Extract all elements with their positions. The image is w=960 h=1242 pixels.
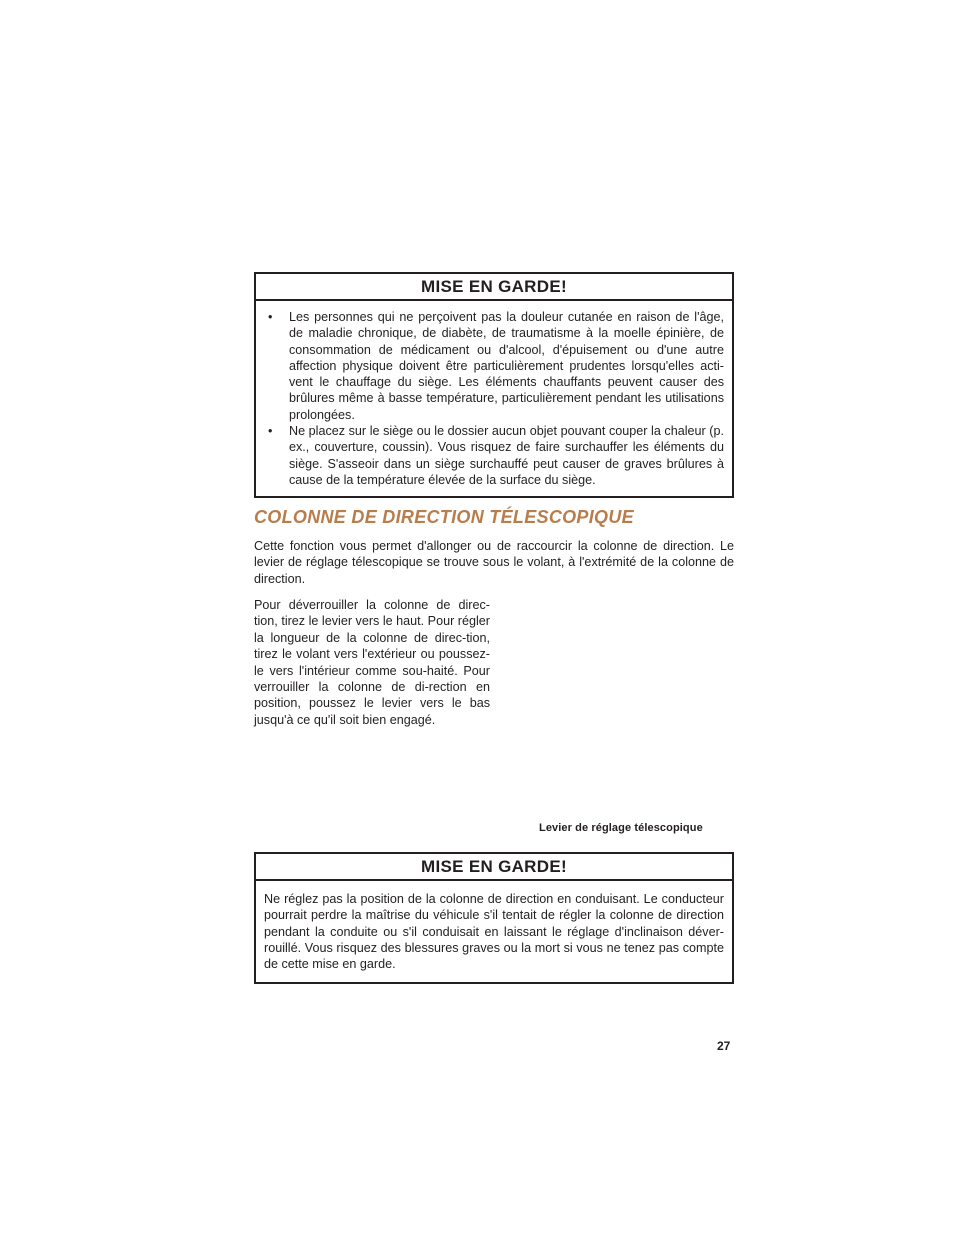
section-title: COLONNE DE DIRECTION TÉLESCOPIQUE (254, 507, 634, 527)
bullet-dot-icon: • (268, 424, 273, 439)
warning-box-steering-column (254, 852, 734, 984)
warning-bullet-text: Les personnes qui ne perçoivent pas la douleur cutanée en raison de l'âge, de maladie chronique, de diabète, de traumatisme à la moelle épinière, de consommation de médicament ou d'alcool, d'épuisement ou d'une autre affection physique doivent être particulièrement prudentes lorsqu'elles acti-vent le chauffage du siège. Les éléments chauffants peuvent causer des brûlures même à basse température, particulièrement pendant les utilisations prolongées. (289, 310, 724, 422)
warning-bullet (264, 423, 724, 488)
warning-body (256, 301, 732, 496)
instructions-paragraph: Pour déverrouiller la colonne de direc-tion, tirez le levier vers le haut. Pour régler la longueur de la colonne de direc-tion, tirez le volant vers l'extérieur ou poussez-le vers l'intérieur comme sou-haité. Pour verrouiller la colonne de di-rection en position, poussez le levier vers le bas jusqu'à ce qu'il soit bien engagé. (254, 598, 490, 727)
page-number: 27 (717, 1039, 731, 1053)
figure-area (500, 597, 734, 819)
intro-paragraph: Cette fonction vous permet d'allonger ou de raccourcir la colonne de direction. Le levier de réglage télescopique se trouve sous le volant, à l'extrémité de la colonne de direction. (254, 539, 734, 586)
warning-body-text: Ne réglez pas la position de la colonne de direction en conduisant. Le conducteur pourrait perdre la maîtrise du véhicule s'il tentait de régler la colonne de direction pendant la conduite ou s'il conduisait en laissant le réglage d'inclinaison déver-rouillé. Vous risquez des blessures graves ou la mort si vous ne tenez pas compte de cette mise en garde. (264, 892, 724, 972)
warning-bullet-text: Ne placez sur le siège ou le dossier aucun objet pouvant couper la chaleur (p. ex., couverture, coussin). Vous risquez de faire surchauffer les éléments du siège. S'asseoir dans un siège surchauffé peut causer de graves brûlures à cause de la température élevée de la surface du siège. (289, 424, 724, 487)
bullet-dot-icon: • (268, 310, 273, 324)
warning-title: MISE EN GARDE! (256, 274, 732, 301)
warning-title: MISE EN GARDE! (256, 854, 732, 881)
warning-box-heated-seat (254, 272, 734, 498)
warning-bullet (264, 309, 724, 423)
figure-caption: Levier de réglage télescopique (539, 822, 703, 834)
